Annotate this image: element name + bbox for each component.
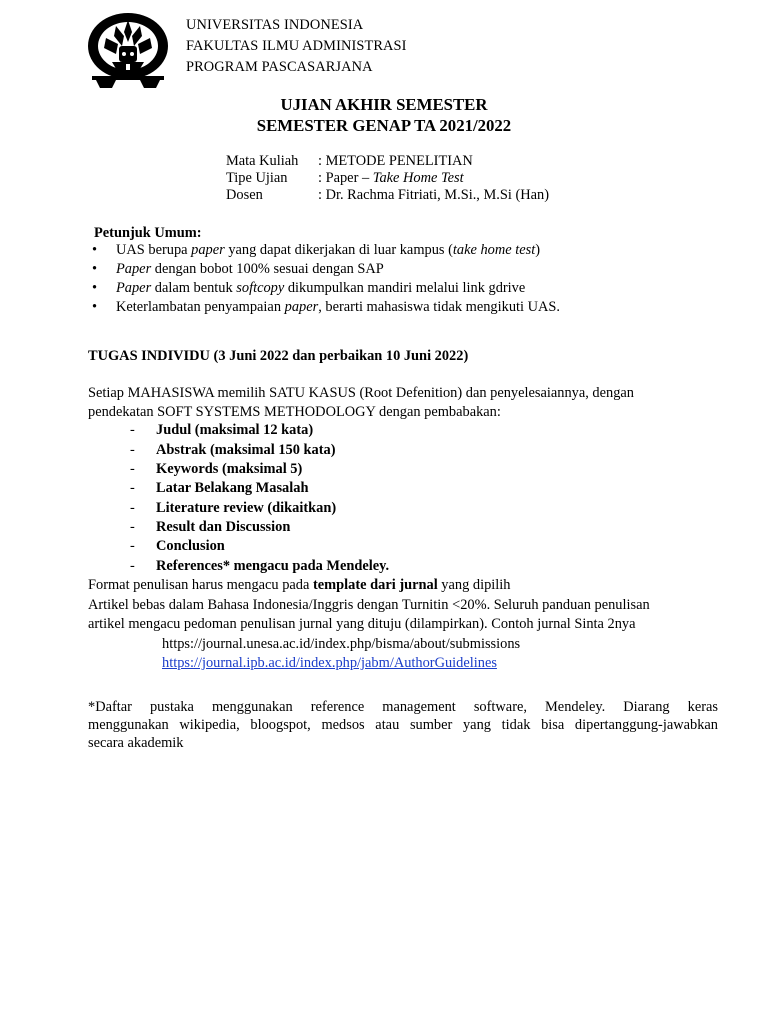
dash-icon: - <box>130 519 135 535</box>
task-intro-line: Setiap MAHASISWA memilih SATU KASUS (Root Defenition) dan penyelesaiannya, dengan <box>88 385 634 401</box>
bullet-icon: • <box>92 280 98 296</box>
meta-label-exam-type: Tipe Ujian <box>226 170 288 186</box>
meta-value-exam-type: : Paper – Take Home Test <box>318 170 464 186</box>
journal-link-ipb[interactable]: https://journal.ipb.ac.id/index.php/jabm/AuthorGuidelines <box>162 655 497 671</box>
task-item: Literature review (dikaitkan) <box>156 500 337 516</box>
task-item: Keywords (maksimal 5) <box>156 461 303 477</box>
instruction-item: Keterlambatan penyampaian paper, berarti mahasiswa tidak mengikuti UAS. <box>116 299 560 315</box>
task-item: Latar Belakang Masalah <box>156 480 309 496</box>
instruction-item: Paper dengan bobot 100% sesuai dengan SAP <box>116 261 384 277</box>
task-item: References* mengacu pada Mendeley. <box>156 558 390 574</box>
bullet-icon: • <box>92 299 98 315</box>
footnote-line: *Daftar pustaka menggunakan reference management software, Mendeley. Diarang keras <box>88 699 718 715</box>
task-item: Judul (maksimal 12 kata) <box>156 422 314 438</box>
bullet-icon: • <box>92 261 98 277</box>
footnote-line: secara akademik <box>88 735 184 751</box>
task-item: Conclusion <box>156 538 225 554</box>
footnote-line: menggunakan wikipedia, bloogspot, medsos atau sumber yang tidak bisa dipertanggung-jawabkan <box>88 717 718 733</box>
journal-link-unesa[interactable]: https://journal.unesa.ac.id/index.php/bisma/about/submissions <box>162 636 521 652</box>
meta-value-course: : METODE PENELITIAN <box>318 153 473 169</box>
meta-value-lecturer: : Dr. Rachma Fitriati, M.Si., M.Si (Han) <box>318 187 550 203</box>
task-intro-line: pendekatan SOFT SYSTEMS METHODOLOGY dengan pembabakan: <box>88 404 501 420</box>
task-heading: TUGAS INDIVIDU (3 Juni 2022 dan perbaikan 10 Juni 2022) <box>88 348 469 364</box>
task-item: Result dan Discussion <box>156 519 291 535</box>
program-name: PROGRAM PASCASARJANA <box>186 59 373 75</box>
task-item: Abstrak (maksimal 150 kata) <box>156 442 336 458</box>
meta-label-course: Mata Kuliah <box>226 153 299 169</box>
dash-icon: - <box>130 538 135 554</box>
instruction-item: Paper dalam bentuk softcopy dikumpulkan mandiri melalui link gdrive <box>116 280 526 296</box>
faculty-name: FAKULTAS ILMU ADMINISTRASI <box>186 38 407 54</box>
bullet-icon: • <box>92 242 98 258</box>
instruction-item: UAS berupa paper yang dapat dikerjakan di luar kampus (take home test) <box>116 242 541 258</box>
exam-title: UJIAN AKHIR SEMESTER <box>280 95 488 114</box>
dash-icon: - <box>130 558 135 574</box>
dash-icon: - <box>130 442 135 458</box>
university-name: UNIVERSITAS INDONESIA <box>186 17 364 33</box>
meta-label-lecturer: Dosen <box>226 187 263 203</box>
dash-icon: - <box>130 461 135 477</box>
dash-icon: - <box>130 480 135 496</box>
dash-icon: - <box>130 422 135 438</box>
article-line: artikel mengacu pedoman penulisan jurnal yang dituju (dilampirkan). Contoh jurnal Sinta 2nya <box>88 616 636 632</box>
article-line: Artikel bebas dalam Bahasa Indonesia/Inggris dengan Turnitin <20%. Seluruh panduan penulisan <box>88 597 650 613</box>
format-instruction: Format penulisan harus mengacu pada template dari jurnal yang dipilih <box>88 577 511 593</box>
semester-title: SEMESTER GENAP TA 2021/2022 <box>256 116 512 135</box>
instructions-heading: Petunjuk Umum: <box>94 225 202 241</box>
university-logo <box>86 12 170 88</box>
dash-icon: - <box>130 500 135 516</box>
